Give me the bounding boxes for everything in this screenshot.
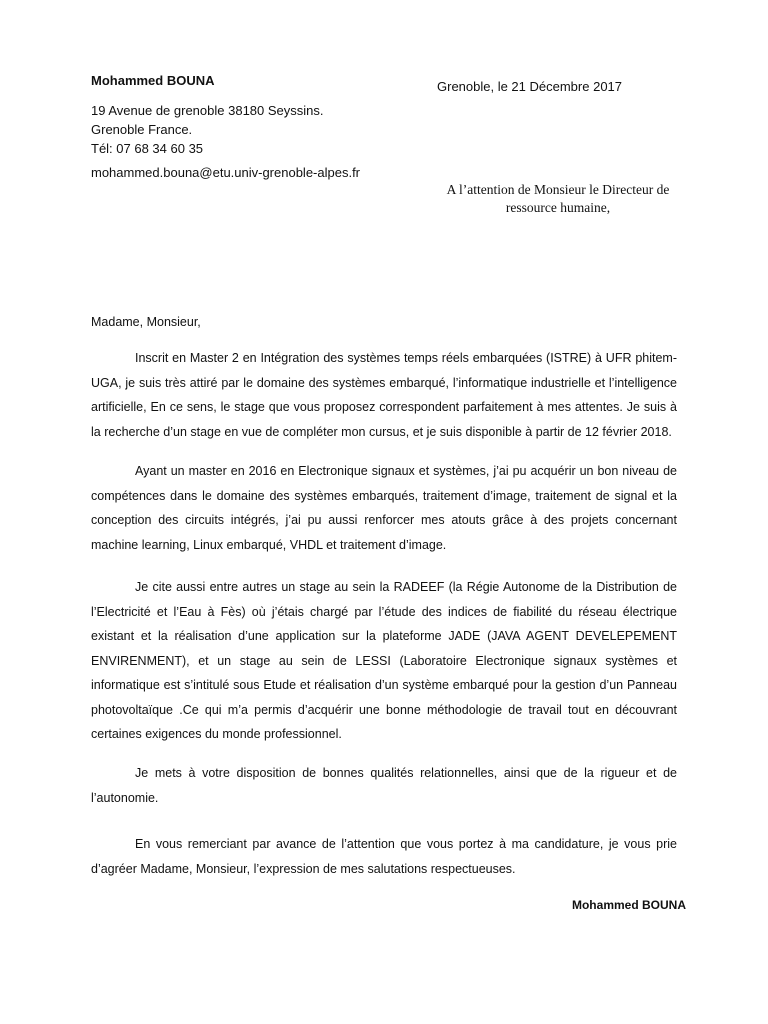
body-paragraph: Ayant un master en 2016 en Electronique signaux et systèmes, j’ai pu acquérir un bon niveau de compétences dans le domaine des systèmes embarqués, traitement d’image, traitement de signal et la conception des circuits intégrés, j’ai pu aussi renforcer mes atouts grâce à des projets concernant machine learning, Linux embarqué, VHDL et traitement d’image. [91,464,677,552]
recipient-line: ressource humaine, [505,200,611,215]
sender-city-line: Grenoble France. [91,122,193,137]
salutation: Madame, Monsieur, [91,315,201,329]
body-paragraph: Inscrit en Master 2 en Intégration des systèmes temps réels embarquées (ISTRE) à UFR phitem-UGA, je suis très attiré par le domaine des systèmes embarqué, l’informatique industrielle et l’intelligence artificielle, En ce sens, le stage que vous proposez correspondent parfaitement à mes attentes. Je suis à la recherche d’un stage en vue de compléter mon cursus, et je suis disponible à partir de 12 février 2018. [91,351,677,439]
date-line: Grenoble, le 21 Décembre 2017 [437,79,623,94]
signature: Mohammed BOUNA [571,898,686,912]
body-paragraph: Je cite aussi entre autres un stage au sein la RADEEF (la Régie Autonome de la Distribution de l’Electricité et l’Eau à Fès) où j’étais chargé par l’étude des indices de fiabilité du réseau électrique existant et la réalisation d’une application sur la plateforme JADE (JAVA AGENT DEVELEPEMENT ENVIRENMENT), et un stage au sein de LESSI (Laboratoire Electronique signaux systèmes et informatique est s’intitulé sous Etude et réalisation d’un système embarqué pour la gestion d’un Panneau photovoltaïque .Ce qui m’a permis d’acquérir une bonne méthodologie de travail tout en découvrant certaines exigences du monde professionnel. [91,580,677,741]
body-paragraph: Je mets à votre disposition de bonnes qualités relationnelles, ainsi que de la rigueur et de l’autonomie. [91,766,677,805]
recipient-line: A l’attention de Monsieur le Directeur de [446,182,670,197]
sender-email: mohammed.bouna@etu.univ-grenoble-alpes.fr [91,165,361,180]
sender-address [91,101,324,158]
sender-phone: Tél: 07 68 34 60 35 [91,141,204,156]
recipient-block [438,181,678,217]
sender-name: Mohammed BOUNA [91,73,215,88]
sender-address-line: 19 Avenue de grenoble 38180 Seyssins. [91,103,324,118]
closing-paragraph: En vous remerciant par avance de l’attention que vous portez à ma candidature, je vous prie d’agréer Madame, Monsieur, l’expression de mes salutations respectueuses. [91,837,677,876]
